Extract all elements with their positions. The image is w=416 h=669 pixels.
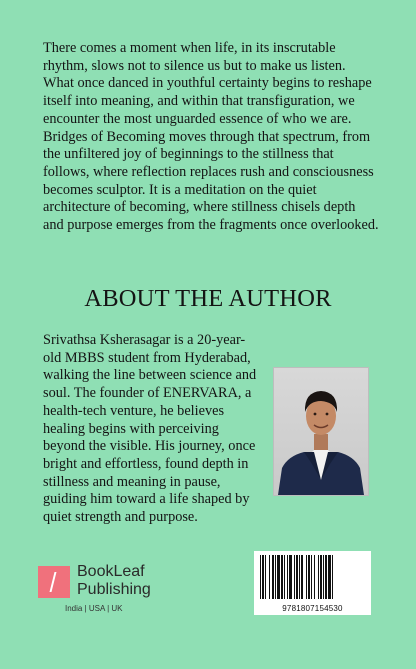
book-blurb: There comes a moment when life, in its inscrutable rhythm, slows not to silence us but to make us listen. What once danced in youthful certainty begins to reshape itself into meaning, and within that transfiguration, we encounter the most unguarded essence of who we are. Bridges of Becoming moves through that spectrum, from the unfiltered joy of beginnings to the stillness that follows, where reflection replaces rush and consciousness becomes sculptor. It is a meditation on the quiet architecture of becoming, where stillness chisels depth and purpose emerges from the fragments once overlooked.	[43, 40, 379, 234]
bookleaf-logo-icon	[38, 566, 70, 598]
isbn-number: 9781807154530	[282, 604, 343, 613]
publisher-name-line1: BookLeaf	[77, 563, 145, 580]
author-bio: Srivathsa Ksherasagar is a 20-year-old MBBS student from Hyderabad, walking the line between science and soul. The founder of ENERVARA, a health-tech venture, he believes healing begins with perceiving beyond the visible. His journey, once bright and effortless, found depth in stillness and meaning in pause, guiding him toward a life shaped by quiet strength and purpose.	[43, 332, 257, 526]
author-photo	[273, 367, 369, 496]
publisher-name-line2: Publishing	[77, 581, 151, 598]
author-portrait-image	[274, 368, 368, 495]
publisher-regions: India | USA | UK	[65, 604, 123, 613]
isbn-barcode	[254, 551, 371, 615]
publisher-mark	[38, 562, 208, 622]
publisher-name	[77, 563, 151, 599]
about-author-heading: ABOUT THE AUTHOR	[84, 285, 332, 312]
barcode-bars-icon	[260, 555, 365, 599]
